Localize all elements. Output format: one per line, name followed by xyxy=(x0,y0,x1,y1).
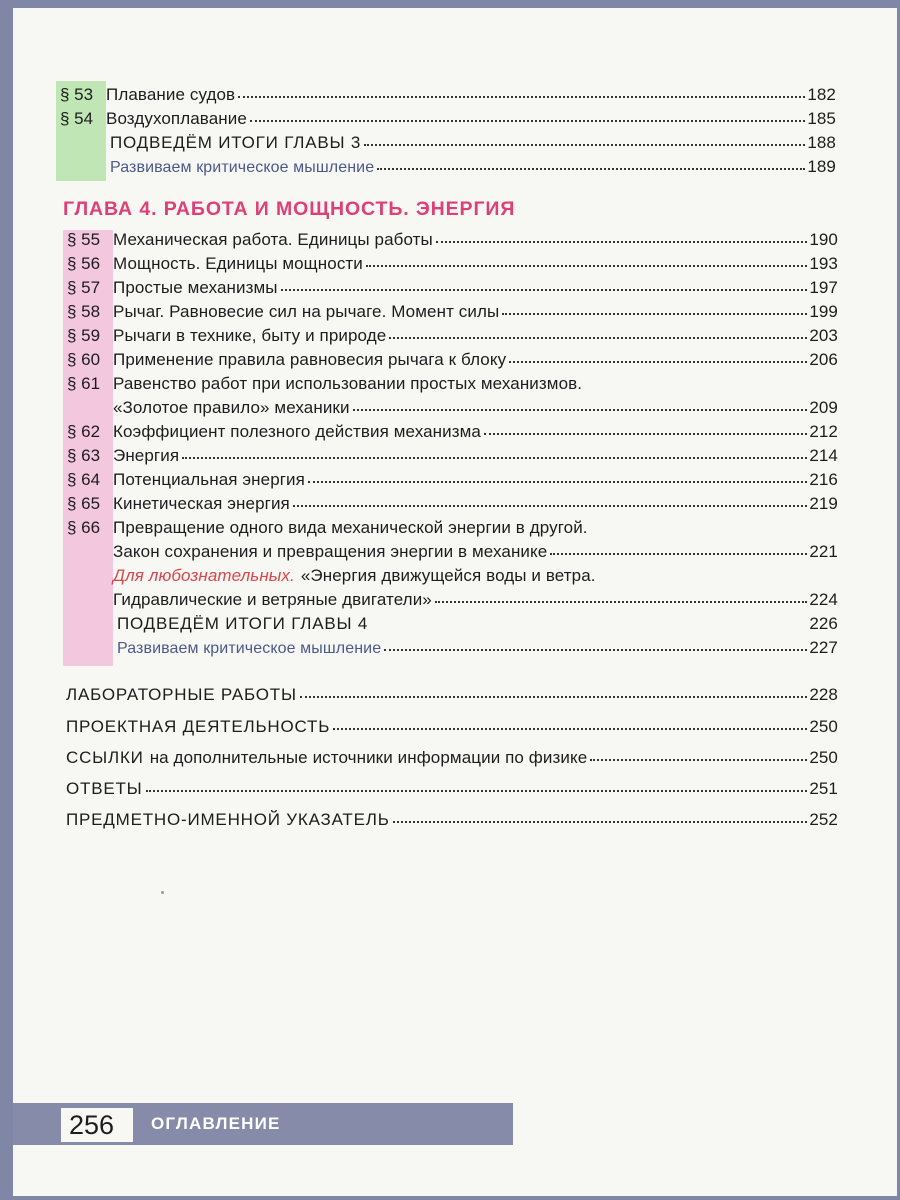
dot-leader xyxy=(300,692,807,698)
entry-title-continued: Гидравлические и ветряные двигатели» xyxy=(113,590,432,609)
dot-leader xyxy=(393,817,808,823)
dot-leader xyxy=(308,477,807,483)
section-number: § 56 xyxy=(67,254,101,273)
dot-leader xyxy=(250,116,805,122)
dot-leader xyxy=(436,237,807,243)
dot-leader xyxy=(281,285,808,291)
toc-entry-line2[interactable] xyxy=(113,398,838,418)
entry-title: Механическая работа. Единицы работы xyxy=(113,230,433,249)
page-number: 250 xyxy=(809,717,838,736)
entry-title: Простые механизмы xyxy=(113,278,278,297)
toc-critical-thinking-chapter3[interactable] xyxy=(110,157,836,177)
toc-entry[interactable] xyxy=(63,350,838,370)
section-number: § 53 xyxy=(60,85,94,104)
entry-title-rest: на дополнительные источники информации по физике xyxy=(149,748,588,767)
entry-title: Развиваем критическое мышление xyxy=(110,159,375,176)
section-number: § 65 xyxy=(67,494,101,513)
page-number: 189 xyxy=(807,157,836,176)
section-number: § 64 xyxy=(67,470,101,489)
entry-title: Плавание судов xyxy=(106,85,236,104)
entry-title: Мощность. Единицы мощности xyxy=(113,254,363,273)
entry-title: Применение правила равновесия рычага к блоку xyxy=(113,350,507,369)
toc-appendix-entry[interactable] xyxy=(66,717,838,737)
toc-entry[interactable] xyxy=(63,470,838,490)
dot-leader xyxy=(377,164,805,170)
toc-entry-line2[interactable] xyxy=(113,542,838,562)
toc-entry[interactable] xyxy=(63,254,838,274)
entry-title: «Энергия движущейся воды и ветра. xyxy=(300,566,596,585)
section-number: § 57 xyxy=(67,278,101,297)
entry-title: Рычаги в технике, быту и природе xyxy=(113,326,387,345)
section-number: § 66 xyxy=(67,518,101,537)
dot-leader xyxy=(364,140,805,146)
page-number: 206 xyxy=(809,350,838,369)
toc-appendix-entry[interactable] xyxy=(66,779,838,799)
entry-title: ССЫЛКИ xyxy=(66,748,144,767)
entry-title: Потенциальная энергия xyxy=(113,470,305,489)
page-number: 228 xyxy=(809,685,838,704)
entry-title: ЛАБОРАТОРНЫЕ РАБОТЫ xyxy=(66,685,297,704)
dot-leader xyxy=(502,309,807,315)
entry-title: Равенство работ при использовании простых механизмов. xyxy=(113,374,583,393)
toc-appendix-entry[interactable] xyxy=(66,810,838,830)
entry-title: Энергия xyxy=(113,446,180,465)
dot-leader xyxy=(509,357,807,363)
entry-title: ПОДВЕДЁМ ИТОГИ ГЛАВЫ 4 xyxy=(117,614,369,633)
page-number: 221 xyxy=(809,542,838,561)
dot-leader xyxy=(146,786,808,792)
toc-entry[interactable] xyxy=(63,278,838,298)
page-number: 199 xyxy=(809,302,838,321)
section-number: § 59 xyxy=(67,326,101,345)
entry-title: Коэффициент полезного действия механизма xyxy=(113,422,481,441)
toc-entry-line1[interactable] xyxy=(63,374,838,394)
toc-entry-line1[interactable] xyxy=(63,518,838,538)
toc-for-curious-line1[interactable] xyxy=(113,566,838,586)
page-number: 219 xyxy=(809,494,838,513)
dot-leader xyxy=(182,453,807,459)
footer-section-title: ОГЛАВЛЕНИЕ xyxy=(151,1114,281,1133)
dot-leader xyxy=(238,92,805,98)
toc-critical-thinking-chapter4[interactable] xyxy=(117,638,838,658)
entry-title: ПОДВЕДЁМ ИТОГИ ГЛАВЫ 3 xyxy=(110,133,362,152)
toc-entry[interactable] xyxy=(63,302,838,322)
section-number: § 55 xyxy=(67,230,101,249)
paper-speck xyxy=(161,891,164,894)
dot-leader xyxy=(366,261,807,267)
entry-title: Превращение одного вида механической энергии в другой. xyxy=(113,518,588,537)
toc-appendix-entry[interactable] xyxy=(66,685,838,705)
toc-entry[interactable] xyxy=(63,494,838,514)
page-number: 224 xyxy=(809,590,838,609)
entry-title: ПРЕДМЕТНО-ИМЕННОЙ УКАЗАТЕЛЬ xyxy=(66,810,390,829)
dot-leader xyxy=(435,597,807,603)
page-number: 251 xyxy=(809,779,838,798)
page-number: 250 xyxy=(809,748,838,767)
entry-title-continued: «Золотое правило» механики xyxy=(113,398,350,417)
entry-title: Развиваем критическое мышление xyxy=(117,640,382,657)
page-number: 252 xyxy=(809,810,838,829)
entry-title: Кинетическая энергия xyxy=(113,494,290,513)
entry-title-continued: Закон сохранения и превращения энергии в механике xyxy=(113,542,548,561)
section-number: § 63 xyxy=(67,446,101,465)
dot-leader xyxy=(333,724,807,730)
page-number: 197 xyxy=(809,278,838,297)
entry-title: ПРОЕКТНАЯ ДЕЯТЕЛЬНОСТЬ xyxy=(66,717,331,736)
toc-entry[interactable] xyxy=(56,109,836,129)
dot-leader xyxy=(293,501,807,507)
chapter4-heading: ГЛАВА 4. РАБОТА И МОЩНОСТЬ. ЭНЕРГИЯ xyxy=(63,198,516,220)
page-number: 212 xyxy=(809,422,838,441)
page xyxy=(13,8,897,1196)
toc-appendix-entry[interactable] xyxy=(66,748,838,768)
entry-title: Рычаг. Равновесие сил на рычаге. Момент силы xyxy=(113,302,500,321)
toc-entry[interactable] xyxy=(63,422,838,442)
page-number: 185 xyxy=(807,109,836,128)
toc-entry[interactable] xyxy=(63,326,838,346)
page-number: 182 xyxy=(807,85,836,104)
page-number: 216 xyxy=(809,470,838,489)
page-number: 226 xyxy=(809,614,838,633)
page-number: 214 xyxy=(809,446,838,465)
toc-entry[interactable] xyxy=(63,446,838,466)
page-number: 188 xyxy=(807,133,836,152)
entry-title: Воздухоплавание xyxy=(106,109,247,128)
section-number: § 62 xyxy=(67,422,101,441)
section-number: § 60 xyxy=(67,350,101,369)
dot-leader xyxy=(550,549,807,555)
dot-leader xyxy=(384,645,807,651)
dot-leader xyxy=(590,755,807,761)
dot-leader xyxy=(484,429,807,435)
page-number: 190 xyxy=(809,230,838,249)
page-number: 193 xyxy=(809,254,838,273)
entry-title: ОТВЕТЫ xyxy=(66,779,143,798)
section-number: § 54 xyxy=(60,109,94,128)
section-number: § 61 xyxy=(67,374,101,393)
toc-entry[interactable] xyxy=(63,230,838,250)
dot-leader xyxy=(389,333,807,339)
section-number: § 58 xyxy=(67,302,101,321)
toc-summary-chapter4[interactable] xyxy=(117,614,838,634)
page-number: 209 xyxy=(809,398,838,417)
page-number: 203 xyxy=(809,326,838,345)
footer-page-number: 256 xyxy=(69,1110,115,1140)
toc-entry[interactable] xyxy=(56,85,836,105)
toc-for-curious-line2[interactable] xyxy=(113,590,838,610)
page-number: 227 xyxy=(809,638,838,657)
toc-summary-chapter3[interactable] xyxy=(110,133,836,153)
for-curious-label: Для любознательных. xyxy=(113,566,295,585)
dot-leader xyxy=(353,405,808,411)
